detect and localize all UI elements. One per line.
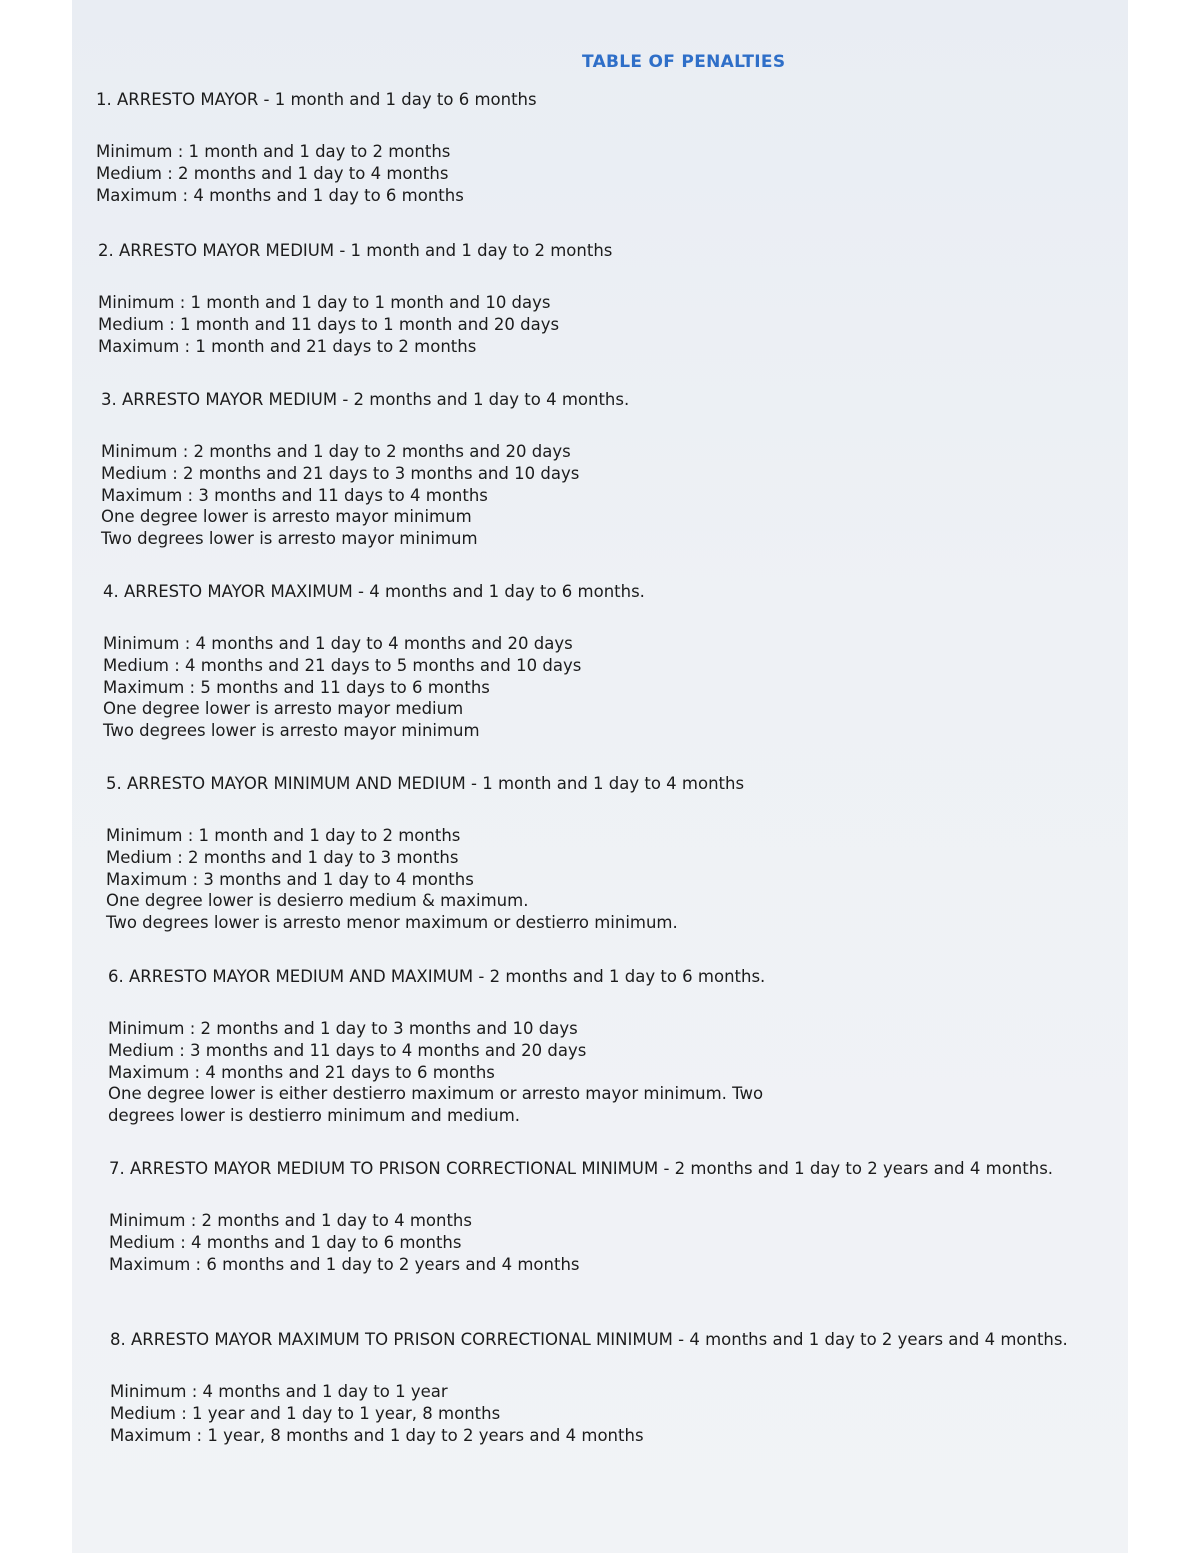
section-line: Maximum : 6 months and 1 day to 2 years and 4 months (109, 1254, 580, 1274)
section-heading: 8. ARRESTO MAYOR MAXIMUM TO PRISON CORRECTIONAL MINIMUM - 4 months and 1 day to 2 years and 4 months. (110, 1330, 1068, 1349)
section-heading: 6. ARRESTO MAYOR MEDIUM AND MAXIMUM - 2 months and 1 day to 6 months. (108, 967, 766, 986)
penalty-section-3 (101, 389, 1101, 550)
section-line: Minimum : 1 month and 1 day to 1 month and 10 days (98, 293, 551, 312)
section-heading: 1. ARRESTO MAYOR - 1 month and 1 day to 6 months (96, 90, 537, 109)
section-line: Minimum : 4 months and 1 day to 1 year (110, 1382, 448, 1401)
penalty-section-1 (96, 89, 1096, 206)
penalty-section-4 (103, 581, 1103, 742)
document-page (72, 0, 1128, 1553)
penalty-section-5 (106, 773, 1106, 934)
section-heading: 3. ARRESTO MAYOR MEDIUM - 2 months and 1 day to 4 months. (101, 390, 630, 409)
section-heading: 4. ARRESTO MAYOR MAXIMUM - 4 months and 1 day to 6 months. (103, 582, 645, 601)
section-line: Minimum : 2 months and 1 day to 3 months and 10 days (108, 1019, 578, 1038)
section-line: Maximum : 3 months and 1 day to 4 months (106, 869, 474, 889)
penalty-section-7 (109, 1158, 1089, 1275)
section-line: One degree lower is arresto mayor medium (103, 699, 464, 719)
section-line: Maximum : 1 month and 21 days to 2 months (98, 336, 477, 356)
section-line: Minimum : 1 month and 1 day to 2 months (106, 826, 461, 845)
penalty-section-6 (108, 966, 1108, 1127)
section-line: Medium : 3 months and 11 days to 4 months and 20 days (108, 1040, 587, 1060)
section-line: Medium : 2 months and 1 day to 3 months (106, 847, 459, 867)
section-line: Maximum : 3 months and 11 days to 4 months (101, 485, 488, 505)
section-heading: 2. ARRESTO MAYOR MEDIUM - 1 month and 1 day to 2 months (98, 241, 613, 260)
section-line: Minimum : 1 month and 1 day to 2 months (96, 142, 451, 161)
section-line: Medium : 2 months and 21 days to 3 months and 10 days (101, 463, 580, 483)
section-line: One degree lower is arresto mayor minimum (101, 507, 472, 527)
section-line: Two degrees lower is arresto menor maximum or destierro minimum. (106, 913, 678, 933)
section-line: Medium : 2 months and 1 day to 4 months (96, 163, 449, 183)
penalty-section-2 (98, 240, 1098, 357)
section-note: One degree lower is either destierro maximum or arresto mayor minimum. Two degrees lower is destierro minimum and medium. (108, 1084, 764, 1126)
section-line: Minimum : 4 months and 1 day to 4 months and 20 days (103, 634, 573, 653)
page-title: TABLE OF PENALTIES (582, 52, 786, 72)
section-line: Two degrees lower is arresto mayor minimum (101, 529, 478, 549)
section-line: One degree lower is desierro medium & maximum. (106, 891, 529, 911)
section-line: Two degrees lower is arresto mayor minimum (103, 721, 480, 741)
section-line: Medium : 4 months and 1 day to 6 months (109, 1232, 462, 1252)
section-line: Medium : 1 month and 11 days to 1 month and 20 days (98, 314, 560, 334)
section-line: Medium : 4 months and 21 days to 5 months and 10 days (103, 655, 582, 675)
section-line: Maximum : 5 months and 11 days to 6 months (103, 677, 490, 697)
section-line: Minimum : 2 months and 1 day to 2 months and 20 days (101, 442, 571, 461)
section-line: Medium : 1 year and 1 day to 1 year, 8 months (110, 1403, 501, 1423)
section-line: Maximum : 1 year, 8 months and 1 day to 2 years and 4 months (110, 1425, 644, 1445)
section-heading: 7. ARRESTO MAYOR MEDIUM TO PRISON CORRECTIONAL MINIMUM - 2 months and 1 day to 2 years and 4 months. (109, 1159, 1054, 1178)
section-line: Minimum : 2 months and 1 day to 4 months (109, 1211, 472, 1230)
section-line: Maximum : 4 months and 1 day to 6 months (96, 185, 464, 205)
section-line: Maximum : 4 months and 21 days to 6 months (108, 1062, 495, 1082)
section-heading: 5. ARRESTO MAYOR MINIMUM AND MEDIUM - 1 month and 1 day to 4 months (106, 774, 745, 793)
penalty-section-8 (110, 1329, 1100, 1446)
